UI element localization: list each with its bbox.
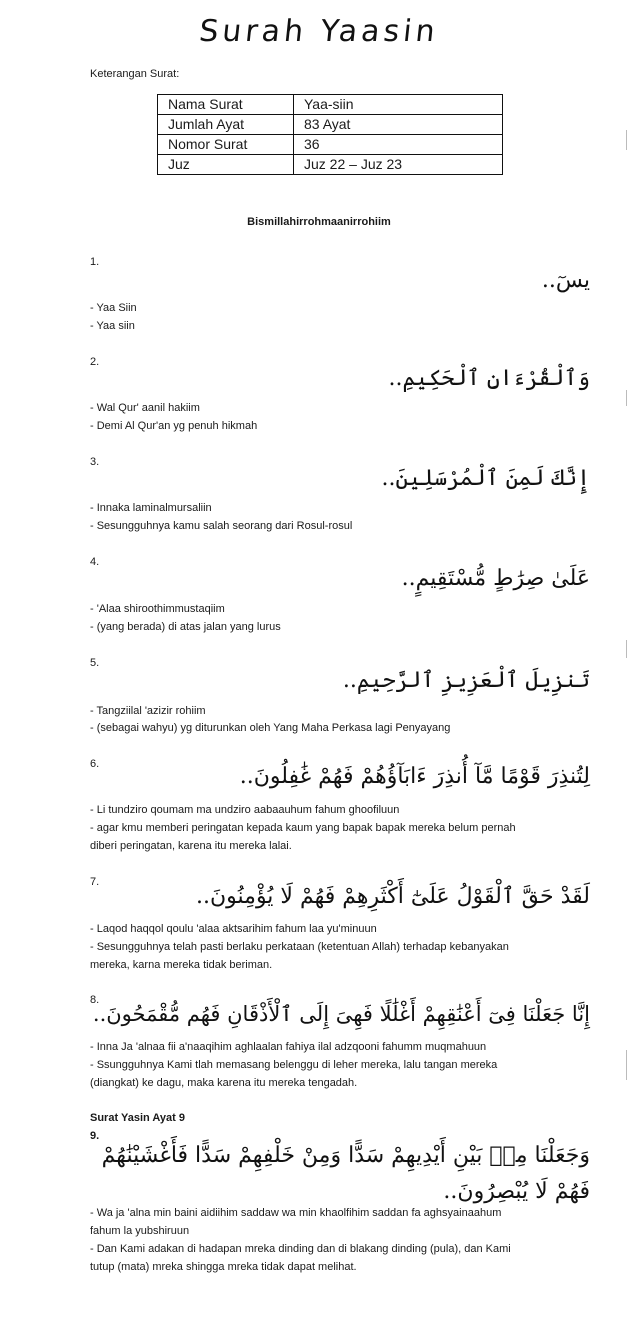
verse-meaning: - (sebagai wahyu) yg diturunkan oleh Yang Maha Perkasa lagi Penyayang — [90, 722, 451, 734]
verse-latin: - Yaa Siin — [90, 302, 137, 314]
verse-number: 9. — [90, 1130, 100, 1142]
verse-latin: - Innaka laminalmursaliin — [90, 502, 212, 514]
verse-arabic: لِتُنذِرَ قَوْمًا مَّآ أُنذِرَ ءَابَآؤُهُمْ فَهُمْ غَٰفِلُونَ.. — [239, 764, 590, 789]
verse-meaning: - Yaa siin — [90, 320, 135, 332]
table-key: Jumlah Ayat — [158, 115, 294, 135]
verse-latin: - Wa ja 'alna min baini aidiihim saddaw wa min khaolfihim saddan fa aghsyainaahum — [90, 1207, 502, 1219]
verse-number: 5. — [90, 657, 100, 669]
document-title: Surah Yaasin — [197, 14, 441, 49]
surah-info-table — [157, 94, 503, 175]
verse-latin: - Tangziilal 'azizir rohiim — [90, 705, 206, 717]
verse-arabic: وَٱلْقُرْءَانِ ٱلْحَكِيمِ.. — [388, 366, 590, 391]
verse-meaning: - Sesungguhnya telah pasti berlaku perkataan (ketentuan Allah) terhadap kebanyakan — [90, 941, 509, 953]
verse-meaning: - Ssungguhnya Kami tlah memasang belenggu di leher mereka, lalu tangan mereka — [90, 1059, 498, 1071]
verse-latin-continued: fahum la yubshiruun — [90, 1225, 190, 1237]
verse-number: 6. — [90, 758, 100, 770]
verse-arabic: وَجَعَلْنَا مِنۢ بَيْنِ أَيْدِيهِمْ سَدًّا وَمِنْ خَلْفِهِمْ سَدًّا فَأَغْشَيْنَٰهُمْ فَهُمْ لَا يُبْصِرُونَ.. — [101, 1143, 590, 1204]
verse-latin: - Laqod haqqol qoulu 'alaa aktsarihim fahum laa yu'minuun — [90, 923, 377, 935]
scan-mark — [626, 1050, 627, 1080]
table-row — [158, 95, 503, 115]
table-value: 83 Ayat — [294, 115, 503, 135]
verse-meaning-continued: tutup (mata) mreka shingga mreka tidak dapat melihat. — [90, 1261, 357, 1273]
verse-arabic: لَقَدْ حَقَّ ٱلْقَوْلُ عَلَىٰٓ أَكْثَرِهِمْ فَهُمْ لَا يُؤْمِنُونَ.. — [196, 884, 590, 909]
verse-meaning: - agar kmu memberi peringatan kepada kaum yang bapak bapak mereka belum pernah — [90, 822, 516, 834]
verse-arabic: تَنزِيلَ ٱلْعَزِيزِ ٱلرَّحِيمِ.. — [342, 668, 590, 693]
table-row — [158, 155, 503, 175]
verse-number: 8. — [90, 994, 100, 1006]
verse-arabic: إِنَّا جَعَلْنَا فِىٓ أَعْنَٰقِهِمْ أَغْلَٰلًا فَهِىَ إِلَى ٱلْأَذْقَانِ فَهُم مُّقْمَحُونَ.. — [92, 1002, 590, 1026]
verse-meaning: - Sesungguhnya kamu salah seorang dari Rosul-rosul — [90, 520, 353, 532]
verse-number: 4. — [90, 556, 100, 568]
verse-meaning-continued: (diangkat) ke dagu, maka karena itu mereka tengadah. — [90, 1077, 358, 1089]
table-value: Juz 22 – Juz 23 — [294, 155, 503, 175]
table-value: Yaa-siin — [294, 95, 503, 115]
verse-meaning-continued: diberi peringatan, karena itu mereka lalai. — [90, 840, 292, 852]
table-row — [158, 115, 503, 135]
verse-meaning: - (yang berada) di atas jalan yang lurus — [90, 621, 281, 633]
verse-latin: - Inna Ja 'alnaa fii a'naaqihim aghlaalan fahiya ilal adzqooni fahumm muqmahuun — [90, 1041, 487, 1053]
verse-arabic: يسٓ.. — [541, 268, 590, 293]
verse-number: 7. — [90, 876, 100, 888]
verse-latin: - Wal Qur' aanil hakiim — [90, 402, 200, 414]
table-row — [158, 135, 503, 155]
table-key: Nama Surat — [158, 95, 294, 115]
table-key: Juz — [158, 155, 294, 175]
scan-mark — [626, 130, 627, 150]
verse-arabic: إِنَّكَ لَمِنَ ٱلْمُرْسَلِينَ.. — [381, 466, 590, 491]
bismillah-heading: Bismillahirrohmaanirrohiim — [247, 216, 391, 228]
scan-mark — [626, 640, 627, 658]
verse-meaning: - Dan Kami adakan di hadapan mreka dinding dan di blakang dinding (pula), dan Kami — [90, 1243, 511, 1255]
verse-number: 3. — [90, 456, 100, 468]
table-value: 36 — [294, 135, 503, 155]
verse-latin: - 'Alaa shiroothimmustaqiim — [90, 603, 225, 615]
verse-meaning-continued: mereka, karna mereka tidak beriman. — [90, 959, 273, 971]
table-key: Nomor Surat — [158, 135, 294, 155]
scan-mark — [626, 390, 627, 406]
verse-number: 1. — [90, 256, 100, 268]
verse-meaning: - Demi Al Qur'an yg penuh hikmah — [90, 420, 258, 432]
verse-number: 2. — [90, 356, 100, 368]
verse-latin: - Li tundziro qoumam ma undziro aabaauhum fahum ghoofiluun — [90, 804, 400, 816]
keterangan-label: Keterangan Surat: — [90, 68, 180, 80]
section-title: Surat Yasin Ayat 9 — [90, 1112, 185, 1124]
verse-arabic: عَلَىٰ صِرَٰطٍ مُّسْتَقِيمٍ.. — [401, 566, 590, 591]
